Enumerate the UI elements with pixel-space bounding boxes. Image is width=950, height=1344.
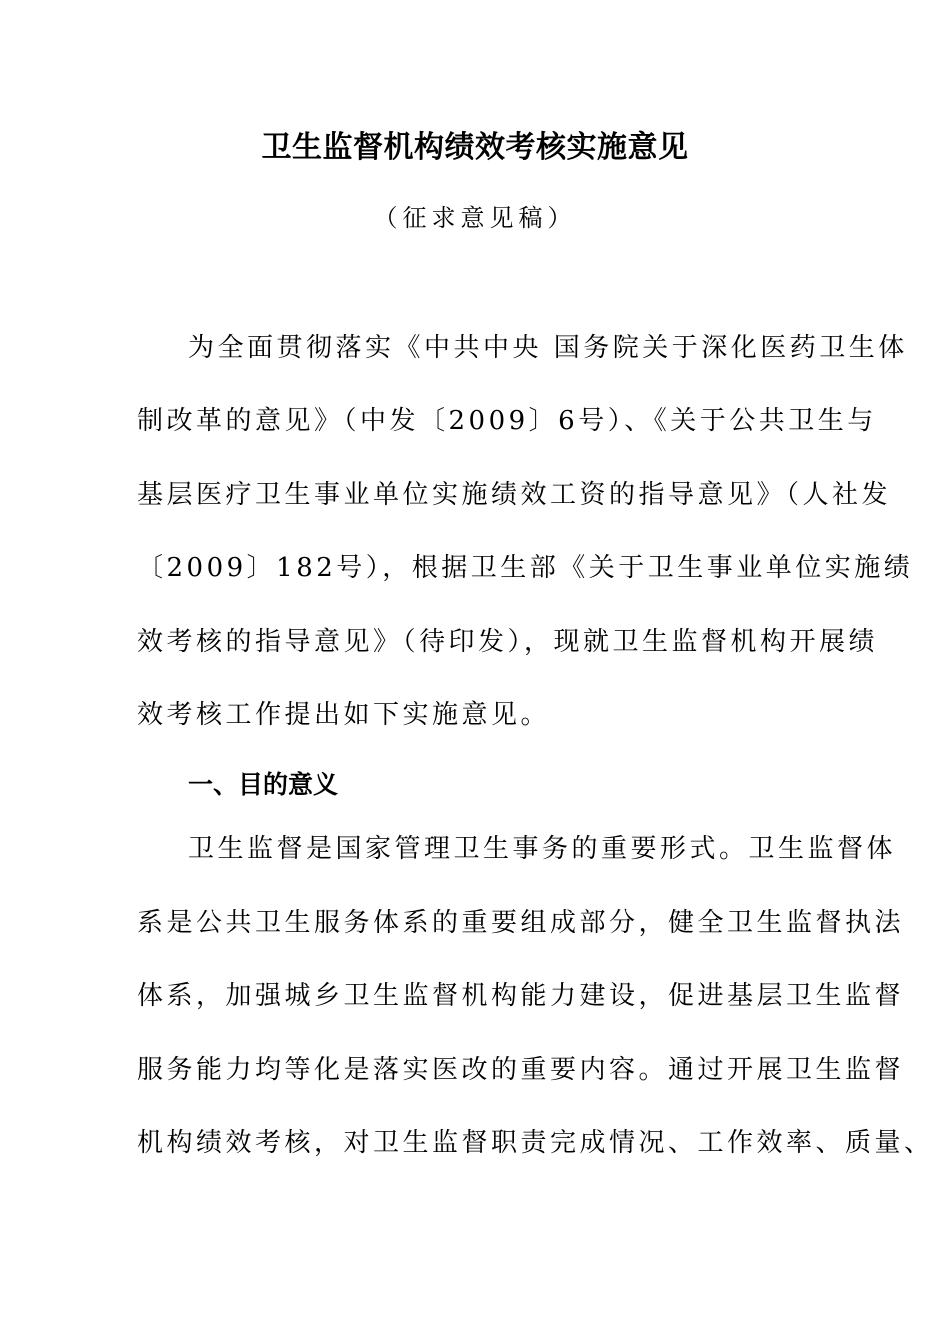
section-heading: 一、目的意义: [188, 770, 339, 799]
paragraph-line: 基层医疗卫生事业单位实施绩效工资的指导意见》（人社发: [137, 480, 892, 510]
paragraph-line: 系是公共卫生服务体系的重要组成部分，健全卫生监督执法: [137, 908, 905, 938]
paragraph-line: 为全面贯彻落实《中共中央 国务院关于深化医药卫生体: [188, 333, 908, 363]
paragraph-line: 效考核工作提出如下实施意见。: [137, 700, 551, 730]
paragraph-line: 体系，加强城乡卫生监督机构能力建设，促进基层卫生监督: [137, 981, 905, 1011]
document-subtitle: （征求意见稿）: [373, 204, 577, 232]
paragraph-line: 服务能力均等化是落实医改的重要内容。通过开展卫生监督: [137, 1055, 905, 1085]
paragraph-line: 〔2009〕182号），根据卫生部《关于卫生事业单位实施绩: [137, 553, 914, 583]
paragraph-line: 卫生监督是国家管理卫生事务的重要形式。卫生监督体: [188, 834, 897, 864]
paragraph-line: 机构绩效考核，对卫生监督职责完成情况、工作效率、质量、: [137, 1128, 934, 1158]
paragraph-line: 效考核的指导意见》（待印发），现就卫生监督机构开展绩: [137, 627, 879, 657]
document-title: 卫生监督机构绩效考核实施意见: [261, 130, 689, 165]
paragraph-line: 制改革的意见》（中发〔2009〕6号）、《关于公共卫生与: [137, 406, 877, 436]
